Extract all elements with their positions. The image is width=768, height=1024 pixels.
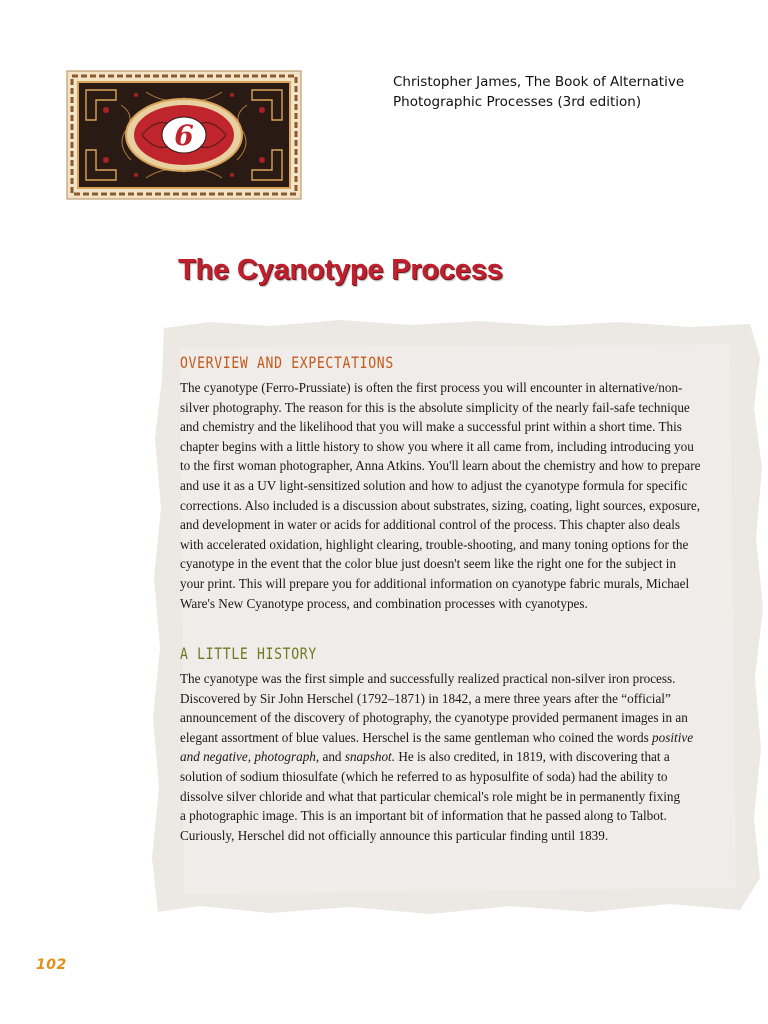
overview-line: and use it as a UV light-sensitized solution and how to adjust the cyanotype formula for specific: [180, 477, 688, 493]
overview-line: The cyanotype (Ferro-Prussiate) is often the first process you will encounter in alternative/non-: [180, 380, 683, 395]
page-number: 102: [36, 957, 67, 973]
citation-line-2: Photographic Processes (3rd edition): [393, 94, 642, 110]
history-line: [180, 747, 720, 767]
overview-line: with accelerated oxidation, highlight clearing, trouble-shooting, and many toning options for the: [180, 536, 689, 552]
citation-line-1: Christopher James, The Book of Alternative: [393, 74, 685, 90]
overview-line: cyanotype in the event that the color blue just doesn't seem like the right one for the subject in: [180, 556, 677, 572]
overview-line: Ware's New Cyanotype process, and combination processes with cyanotypes.: [180, 595, 588, 611]
history-italic-term: snapshot.: [344, 749, 396, 765]
history-line: a photographic image. This is an important bit of information that he passed along to Talbot.: [180, 808, 667, 824]
overview-line: silver photography. The reason for this is the absolute simplicity of the nearly fail-safe technique: [180, 399, 690, 415]
overview-line: your print. This will prepare you for additional information on cyanotype fabric murals, Michael: [180, 575, 690, 591]
chapter-title: The Cyanotype Process: [178, 254, 503, 286]
chapter-ornament: [66, 70, 302, 200]
history-text: He is also credited, in 1819, with discovering that a: [395, 749, 670, 765]
overview-line: to the first woman photographer, Anna Atkins. You'll learn about the chemistry and how to prepare: [180, 458, 701, 474]
history-section: [180, 644, 720, 845]
history-line: The cyanotype was the first simple and successfully realized practical non-silver iron process.: [180, 671, 676, 686]
overview-line: and development in water or acids for additional control of the process. This chapter also deals: [180, 517, 680, 533]
history-paragraph: [180, 669, 720, 845]
history-line: announcement of the discovery of photography, the cyanotype provided permanent images in an: [180, 710, 688, 726]
overview-heading: OVERVIEW AND EXPECTATIONS: [180, 353, 394, 372]
overview-line: corrections. Also included is a discussion about substrates, sizing, coating, light sources, exposure,: [180, 497, 701, 513]
history-heading: A LITTLE HISTORY: [180, 644, 317, 663]
history-line: Discovered by Sir John Herschel (1792–1871) in 1842, a mere three years after the “official”: [180, 690, 671, 706]
overview-line: and chemistry and the likelihood that you will make a successful print within a short time. This: [180, 419, 682, 435]
overview-paragraph: [180, 378, 720, 613]
history-line: Curiously, Herschel did not officially announce this particular finding until 1839.: [180, 827, 609, 843]
history-italic-term: and negative, photograph,: [180, 749, 320, 765]
history-line: dissolve silver chloride and what that particular chemical's role might be in permanently fixing: [180, 788, 681, 804]
history-text: elegant assortment of blue values. Herschel is the same gentleman who coined the words: [180, 729, 653, 745]
history-line: [180, 728, 720, 748]
history-text: and: [319, 749, 345, 765]
history-line: solution of sodium thiosulfate (which he referred to as hyposulfite of soda) had the ability to: [180, 768, 668, 784]
book-citation: [393, 72, 733, 112]
overview-line: chapter begins with a little history to show you where it all came from, including introducing you: [180, 438, 694, 454]
chapter-number: 6: [174, 119, 194, 152]
overview-section: [180, 353, 720, 613]
history-italic-term: positive: [652, 729, 694, 745]
